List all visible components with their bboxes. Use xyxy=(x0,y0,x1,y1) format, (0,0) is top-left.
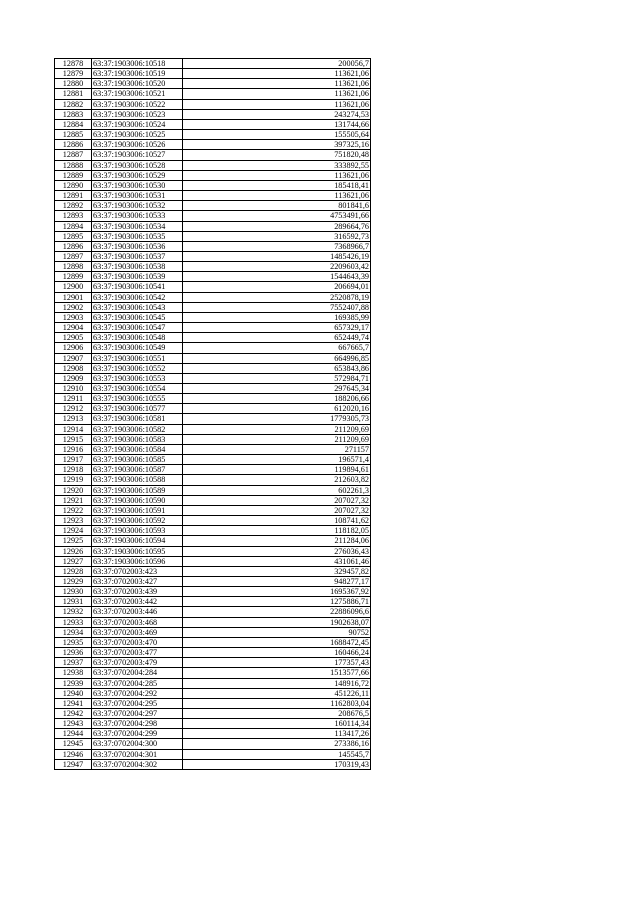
table-row xyxy=(55,69,371,79)
table-row xyxy=(55,130,371,140)
table-row xyxy=(55,272,371,282)
value-cell: 7552407,88 xyxy=(183,302,371,312)
cadastral-number-cell: 63:37:0702004:292 xyxy=(92,688,183,698)
row-number-cell: 12897 xyxy=(55,251,92,261)
row-number-cell: 12889 xyxy=(55,170,92,180)
cadastral-number-cell: 63:37:0702003:423 xyxy=(92,566,183,576)
value-cell: 1902638,07 xyxy=(183,617,371,627)
table-row xyxy=(55,312,371,322)
row-number-cell: 12915 xyxy=(55,434,92,444)
table-row xyxy=(55,444,371,454)
value-cell: 113621,06 xyxy=(183,99,371,109)
value-cell: 1275886,71 xyxy=(183,597,371,607)
row-number-cell: 12923 xyxy=(55,516,92,526)
value-cell: 90752 xyxy=(183,627,371,637)
cadastral-number-cell: 63:37:0702004:300 xyxy=(92,739,183,749)
row-number-cell: 12931 xyxy=(55,597,92,607)
cadastral-number-cell: 63:37:1903006:10528 xyxy=(92,160,183,170)
value-cell: 4753491,66 xyxy=(183,211,371,221)
cadastral-number-cell: 63:37:0702004:284 xyxy=(92,668,183,678)
row-number-cell: 12941 xyxy=(55,698,92,708)
cadastral-number-cell: 63:37:1903006:10588 xyxy=(92,475,183,485)
cadastral-number-cell: 63:37:1903006:10590 xyxy=(92,495,183,505)
table-row xyxy=(55,688,371,698)
value-cell: 316592,73 xyxy=(183,231,371,241)
row-number-cell: 12917 xyxy=(55,455,92,465)
table-row xyxy=(55,658,371,668)
table-row xyxy=(55,323,371,333)
value-cell: 170319,43 xyxy=(183,759,371,769)
table-row xyxy=(55,241,371,251)
table-row xyxy=(55,516,371,526)
cadastral-number-cell: 63:37:0702003:442 xyxy=(92,597,183,607)
row-number-cell: 12910 xyxy=(55,384,92,394)
row-number-cell: 12946 xyxy=(55,749,92,759)
value-cell: 1513577,66 xyxy=(183,668,371,678)
table-row xyxy=(55,536,371,546)
table-row xyxy=(55,739,371,749)
cadastral-number-cell: 63:37:1903006:10541 xyxy=(92,282,183,292)
row-number-cell: 12929 xyxy=(55,576,92,586)
cadastral-number-cell: 63:37:1903006:10542 xyxy=(92,292,183,302)
row-number-cell: 12906 xyxy=(55,343,92,353)
table-row xyxy=(55,99,371,109)
table-row xyxy=(55,637,371,647)
row-number-cell: 12904 xyxy=(55,323,92,333)
row-number-cell: 12913 xyxy=(55,414,92,424)
table-row xyxy=(55,404,371,414)
row-number-cell: 12894 xyxy=(55,221,92,231)
value-cell: 657329,17 xyxy=(183,323,371,333)
row-number-cell: 12934 xyxy=(55,627,92,637)
value-cell: 145545,7 xyxy=(183,749,371,759)
table-row xyxy=(55,140,371,150)
value-cell: 289664,76 xyxy=(183,221,371,231)
row-number-cell: 12892 xyxy=(55,201,92,211)
value-cell: 148916,72 xyxy=(183,678,371,688)
table-row xyxy=(55,465,371,475)
cadastral-number-cell: 63:37:1903006:10538 xyxy=(92,262,183,272)
row-number-cell: 12909 xyxy=(55,373,92,383)
table-row xyxy=(55,170,371,180)
table-row xyxy=(55,363,371,373)
table-row xyxy=(55,231,371,241)
cadastral-number-cell: 63:37:1903006:10581 xyxy=(92,414,183,424)
table-row xyxy=(55,587,371,597)
table-row xyxy=(55,566,371,576)
cadastral-number-cell: 63:37:1903006:10554 xyxy=(92,384,183,394)
cadastral-number-cell: 63:37:1903006:10524 xyxy=(92,119,183,129)
value-cell: 22886096,6 xyxy=(183,607,371,617)
value-cell: 276036,43 xyxy=(183,546,371,556)
value-cell: 113417,26 xyxy=(183,729,371,739)
value-cell: 948277,17 xyxy=(183,576,371,586)
value-cell: 2520878,19 xyxy=(183,292,371,302)
table-row xyxy=(55,384,371,394)
cadastral-number-cell: 63:37:1903006:10548 xyxy=(92,333,183,343)
table-row xyxy=(55,79,371,89)
table-row xyxy=(55,282,371,292)
cadastral-number-cell: 63:37:0702004:302 xyxy=(92,759,183,769)
cadastral-number-cell: 63:37:1903006:10585 xyxy=(92,455,183,465)
cadastral-number-cell: 63:37:0702004:298 xyxy=(92,719,183,729)
value-cell: 451226,11 xyxy=(183,688,371,698)
cadastral-number-cell: 63:37:1903006:10537 xyxy=(92,251,183,261)
cadastral-number-cell: 63:37:1903006:10596 xyxy=(92,556,183,566)
cadastral-number-cell: 63:37:0702003:439 xyxy=(92,587,183,597)
table-row xyxy=(55,434,371,444)
value-cell: 612020,16 xyxy=(183,404,371,414)
cadastral-number-cell: 63:37:0702004:299 xyxy=(92,729,183,739)
cadastral-number-cell: 63:37:1903006:10595 xyxy=(92,546,183,556)
table-row xyxy=(55,455,371,465)
row-number-cell: 12939 xyxy=(55,678,92,688)
row-number-cell: 12919 xyxy=(55,475,92,485)
cadastral-number-cell: 63:37:0702003:477 xyxy=(92,648,183,658)
value-cell: 211209,69 xyxy=(183,434,371,444)
row-number-cell: 12940 xyxy=(55,688,92,698)
table-row xyxy=(55,251,371,261)
row-number-cell: 12893 xyxy=(55,211,92,221)
table-row xyxy=(55,709,371,719)
cadastral-number-cell: 63:37:1903006:10532 xyxy=(92,201,183,211)
cadastral-number-cell: 63:37:1903006:10531 xyxy=(92,191,183,201)
row-number-cell: 12905 xyxy=(55,333,92,343)
cadastral-number-cell: 63:37:1903006:10533 xyxy=(92,211,183,221)
value-cell: 119894,61 xyxy=(183,465,371,475)
value-cell: 207027,32 xyxy=(183,505,371,515)
row-number-cell: 12879 xyxy=(55,69,92,79)
cadastral-number-cell: 63:37:1903006:10555 xyxy=(92,394,183,404)
table-row xyxy=(55,617,371,627)
cadastral-number-cell: 63:37:1903006:10583 xyxy=(92,434,183,444)
cadastral-number-cell: 63:37:1903006:10536 xyxy=(92,241,183,251)
table-row xyxy=(55,526,371,536)
cadastral-number-cell: 63:37:1903006:10545 xyxy=(92,312,183,322)
row-number-cell: 12881 xyxy=(55,89,92,99)
value-cell: 329457,82 xyxy=(183,566,371,576)
table-row xyxy=(55,729,371,739)
table-row xyxy=(55,627,371,637)
row-number-cell: 12944 xyxy=(55,729,92,739)
value-cell: 333892,55 xyxy=(183,160,371,170)
row-number-cell: 12930 xyxy=(55,587,92,597)
value-cell: 1779305,73 xyxy=(183,414,371,424)
row-number-cell: 12898 xyxy=(55,262,92,272)
value-cell: 113621,06 xyxy=(183,79,371,89)
cadastral-number-cell: 63:37:1903006:10534 xyxy=(92,221,183,231)
table-row xyxy=(55,221,371,231)
row-number-cell: 12918 xyxy=(55,465,92,475)
row-number-cell: 12937 xyxy=(55,658,92,668)
cadastral-number-cell: 63:37:1903006:10526 xyxy=(92,140,183,150)
row-number-cell: 12887 xyxy=(55,150,92,160)
row-number-cell: 12891 xyxy=(55,191,92,201)
value-cell: 801841,6 xyxy=(183,201,371,211)
value-cell: 271157 xyxy=(183,444,371,454)
cadastral-value-table xyxy=(54,58,371,770)
row-number-cell: 12895 xyxy=(55,231,92,241)
row-number-cell: 12878 xyxy=(55,59,92,69)
table-row xyxy=(55,556,371,566)
table-row xyxy=(55,109,371,119)
cadastral-number-cell: 63:37:0702003:468 xyxy=(92,617,183,627)
row-number-cell: 12932 xyxy=(55,607,92,617)
row-number-cell: 12921 xyxy=(55,495,92,505)
row-number-cell: 12947 xyxy=(55,759,92,769)
value-cell: 155505,64 xyxy=(183,130,371,140)
table-row xyxy=(55,546,371,556)
table-row xyxy=(55,424,371,434)
row-number-cell: 12916 xyxy=(55,444,92,454)
value-cell: 1485426,19 xyxy=(183,251,371,261)
table-row xyxy=(55,414,371,424)
table-row xyxy=(55,119,371,129)
cadastral-number-cell: 63:37:1903006:10593 xyxy=(92,526,183,536)
value-cell: 206694,01 xyxy=(183,282,371,292)
cadastral-number-cell: 63:37:1903006:10587 xyxy=(92,465,183,475)
cadastral-number-cell: 63:37:0702003:427 xyxy=(92,576,183,586)
table-row xyxy=(55,191,371,201)
value-cell: 243274,53 xyxy=(183,109,371,119)
cadastral-number-cell: 63:37:1903006:10594 xyxy=(92,536,183,546)
cadastral-number-cell: 63:37:1903006:10584 xyxy=(92,444,183,454)
row-number-cell: 12914 xyxy=(55,424,92,434)
value-cell: 200056,7 xyxy=(183,59,371,69)
cadastral-number-cell: 63:37:0702003:446 xyxy=(92,607,183,617)
cadastral-number-cell: 63:37:1903006:10527 xyxy=(92,150,183,160)
row-number-cell: 12938 xyxy=(55,668,92,678)
table-row xyxy=(55,59,371,69)
cadastral-number-cell: 63:37:0702003:479 xyxy=(92,658,183,668)
cadastral-number-cell: 63:37:1903006:10535 xyxy=(92,231,183,241)
value-cell: 297645,34 xyxy=(183,384,371,394)
table-row xyxy=(55,211,371,221)
cadastral-number-cell: 63:37:1903006:10543 xyxy=(92,302,183,312)
value-cell: 196571,4 xyxy=(183,455,371,465)
row-number-cell: 12933 xyxy=(55,617,92,627)
row-number-cell: 12886 xyxy=(55,140,92,150)
cadastral-number-cell: 63:37:1903006:10530 xyxy=(92,180,183,190)
cadastral-number-cell: 63:37:0702003:470 xyxy=(92,637,183,647)
table-row xyxy=(55,180,371,190)
cadastral-number-cell: 63:37:1903006:10547 xyxy=(92,323,183,333)
value-cell: 185418,41 xyxy=(183,180,371,190)
cadastral-number-cell: 63:37:1903006:10551 xyxy=(92,353,183,363)
table-row xyxy=(55,333,371,343)
cadastral-number-cell: 63:37:0702004:301 xyxy=(92,749,183,759)
value-cell: 572984,71 xyxy=(183,373,371,383)
row-number-cell: 12911 xyxy=(55,394,92,404)
row-number-cell: 12899 xyxy=(55,272,92,282)
value-cell: 2209603,42 xyxy=(183,262,371,272)
cadastral-number-cell: 63:37:0702004:297 xyxy=(92,709,183,719)
table-row xyxy=(55,343,371,353)
row-number-cell: 12888 xyxy=(55,160,92,170)
row-number-cell: 12945 xyxy=(55,739,92,749)
table-row xyxy=(55,485,371,495)
row-number-cell: 12920 xyxy=(55,485,92,495)
row-number-cell: 12927 xyxy=(55,556,92,566)
cadastral-number-cell: 63:37:1903006:10529 xyxy=(92,170,183,180)
table-row xyxy=(55,394,371,404)
value-cell: 113621,06 xyxy=(183,170,371,180)
value-cell: 211209,69 xyxy=(183,424,371,434)
table-row xyxy=(55,160,371,170)
cadastral-number-cell: 63:37:1903006:10539 xyxy=(92,272,183,282)
value-cell: 207027,32 xyxy=(183,495,371,505)
value-cell: 160466,24 xyxy=(183,648,371,658)
row-number-cell: 12922 xyxy=(55,505,92,515)
row-number-cell: 12890 xyxy=(55,180,92,190)
cadastral-number-cell: 63:37:1903006:10522 xyxy=(92,99,183,109)
value-cell: 211284,06 xyxy=(183,536,371,546)
table-row xyxy=(55,607,371,617)
table-row xyxy=(55,353,371,363)
table-row xyxy=(55,475,371,485)
row-number-cell: 12896 xyxy=(55,241,92,251)
value-cell: 273386,16 xyxy=(183,739,371,749)
row-number-cell: 12925 xyxy=(55,536,92,546)
value-cell: 113621,06 xyxy=(183,69,371,79)
table-row xyxy=(55,262,371,272)
row-number-cell: 12908 xyxy=(55,363,92,373)
table-row xyxy=(55,668,371,678)
table-row xyxy=(55,597,371,607)
cadastral-number-cell: 63:37:1903006:10553 xyxy=(92,373,183,383)
row-number-cell: 12884 xyxy=(55,119,92,129)
table-row xyxy=(55,698,371,708)
value-cell: 118182,05 xyxy=(183,526,371,536)
value-cell: 160114,34 xyxy=(183,719,371,729)
cadastral-number-cell: 63:37:1903006:10521 xyxy=(92,89,183,99)
cadastral-number-cell: 63:37:1903006:10518 xyxy=(92,59,183,69)
value-cell: 1544643,39 xyxy=(183,272,371,282)
value-cell: 397325,16 xyxy=(183,140,371,150)
row-number-cell: 12901 xyxy=(55,292,92,302)
cadastral-number-cell: 63:37:0702004:285 xyxy=(92,678,183,688)
value-cell: 169385,99 xyxy=(183,312,371,322)
cadastral-number-cell: 63:37:1903006:10520 xyxy=(92,79,183,89)
row-number-cell: 12880 xyxy=(55,79,92,89)
table-row xyxy=(55,648,371,658)
cadastral-number-cell: 63:37:1903006:10582 xyxy=(92,424,183,434)
table-row xyxy=(55,749,371,759)
value-cell: 431061,46 xyxy=(183,556,371,566)
cadastral-number-cell: 63:37:1903006:10549 xyxy=(92,343,183,353)
cadastral-number-cell: 63:37:1903006:10591 xyxy=(92,505,183,515)
row-number-cell: 12903 xyxy=(55,312,92,322)
value-cell: 652449,74 xyxy=(183,333,371,343)
row-number-cell: 12882 xyxy=(55,99,92,109)
value-cell: 751820,48 xyxy=(183,150,371,160)
table-row xyxy=(55,576,371,586)
table-row xyxy=(55,495,371,505)
row-number-cell: 12926 xyxy=(55,546,92,556)
table-row xyxy=(55,759,371,769)
value-cell: 108741,62 xyxy=(183,516,371,526)
value-cell: 131744,66 xyxy=(183,119,371,129)
value-cell: 1688472,45 xyxy=(183,637,371,647)
table-row xyxy=(55,292,371,302)
value-cell: 653843,86 xyxy=(183,363,371,373)
value-cell: 7368966,7 xyxy=(183,241,371,251)
cadastral-number-cell: 63:37:1903006:10592 xyxy=(92,516,183,526)
row-number-cell: 12902 xyxy=(55,302,92,312)
value-cell: 1162803,04 xyxy=(183,698,371,708)
row-number-cell: 12885 xyxy=(55,130,92,140)
table-row xyxy=(55,505,371,515)
row-number-cell: 12907 xyxy=(55,353,92,363)
cadastral-number-cell: 63:37:1903006:10552 xyxy=(92,363,183,373)
value-cell: 208676,5 xyxy=(183,709,371,719)
value-cell: 188206,66 xyxy=(183,394,371,404)
table-row xyxy=(55,678,371,688)
row-number-cell: 12942 xyxy=(55,709,92,719)
row-number-cell: 12943 xyxy=(55,719,92,729)
value-cell: 667665,7 xyxy=(183,343,371,353)
cadastral-number-cell: 63:37:1903006:10523 xyxy=(92,109,183,119)
table-row xyxy=(55,373,371,383)
row-number-cell: 12924 xyxy=(55,526,92,536)
cadastral-number-cell: 63:37:1903006:10589 xyxy=(92,485,183,495)
row-number-cell: 12935 xyxy=(55,637,92,647)
table-row xyxy=(55,719,371,729)
row-number-cell: 12936 xyxy=(55,648,92,658)
value-cell: 113621,06 xyxy=(183,191,371,201)
value-cell: 177357,43 xyxy=(183,658,371,668)
cadastral-number-cell: 63:37:1903006:10525 xyxy=(92,130,183,140)
table-row xyxy=(55,89,371,99)
value-cell: 113621,06 xyxy=(183,89,371,99)
row-number-cell: 12883 xyxy=(55,109,92,119)
row-number-cell: 12900 xyxy=(55,282,92,292)
value-cell: 212603,82 xyxy=(183,475,371,485)
cadastral-number-cell: 63:37:0702004:295 xyxy=(92,698,183,708)
value-cell: 664996,85 xyxy=(183,353,371,363)
table-body xyxy=(55,59,371,770)
value-cell: 602261,3 xyxy=(183,485,371,495)
table-row xyxy=(55,150,371,160)
cadastral-number-cell: 63:37:0702003:469 xyxy=(92,627,183,637)
cadastral-number-cell: 63:37:1903006:10519 xyxy=(92,69,183,79)
table-row xyxy=(55,201,371,211)
row-number-cell: 12928 xyxy=(55,566,92,576)
cadastral-number-cell: 63:37:1903006:10577 xyxy=(92,404,183,414)
value-cell: 1695367,92 xyxy=(183,587,371,597)
row-number-cell: 12912 xyxy=(55,404,92,414)
table-row xyxy=(55,302,371,312)
